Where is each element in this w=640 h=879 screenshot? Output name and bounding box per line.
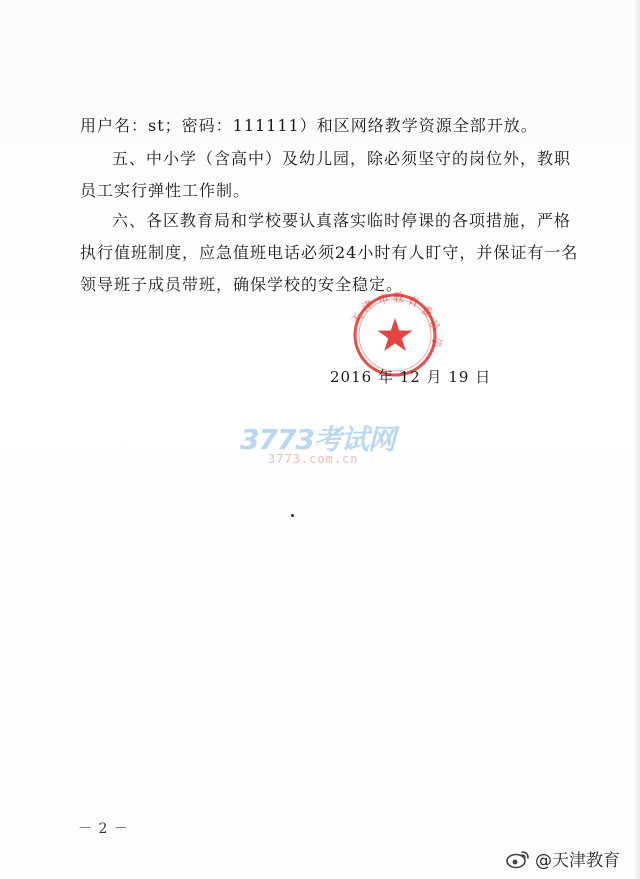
watermark-logo-text: 3773考试网 [240, 423, 395, 456]
svg-text:津: 津 [359, 297, 376, 315]
svg-text:市: 市 [376, 291, 391, 307]
scan-speck [291, 514, 294, 517]
weibo-icon [505, 849, 531, 869]
svg-text:天: 天 [348, 310, 366, 327]
paragraph-1: 用户名：st；密码：111111）和区网络教学资源全部开放。 [80, 116, 538, 135]
paragraph-2: 五、中小学（含高中）及幼儿园，除必须坚守的岗位外，教职员工实行弹性工作制。 [80, 149, 572, 200]
document-date: 2016 年 12 月 19 日 [330, 368, 492, 386]
svg-text:员: 员 [425, 317, 443, 334]
watermark [240, 418, 400, 472]
page-edge-shadow [632, 0, 640, 879]
svg-text:委: 委 [418, 302, 435, 320]
weibo-handle: @天津教育 [535, 851, 620, 871]
svg-text:教: 教 [393, 291, 404, 304]
watermark-url: 3773.com.cn [268, 452, 359, 466]
paragraph-3: 六、各区教育局和学校要认真落实临时停课的各项措施，严格执行值班制度，应急值班电话必须24小时有人盯守，并保证有一名领导班子成员带班，确保学校的安全稳定。 [80, 211, 579, 294]
weibo-watermark [505, 846, 620, 871]
svg-text:会: 会 [429, 335, 445, 350]
svg-text:育: 育 [406, 294, 421, 310]
page-number: － 2 － [78, 821, 129, 837]
